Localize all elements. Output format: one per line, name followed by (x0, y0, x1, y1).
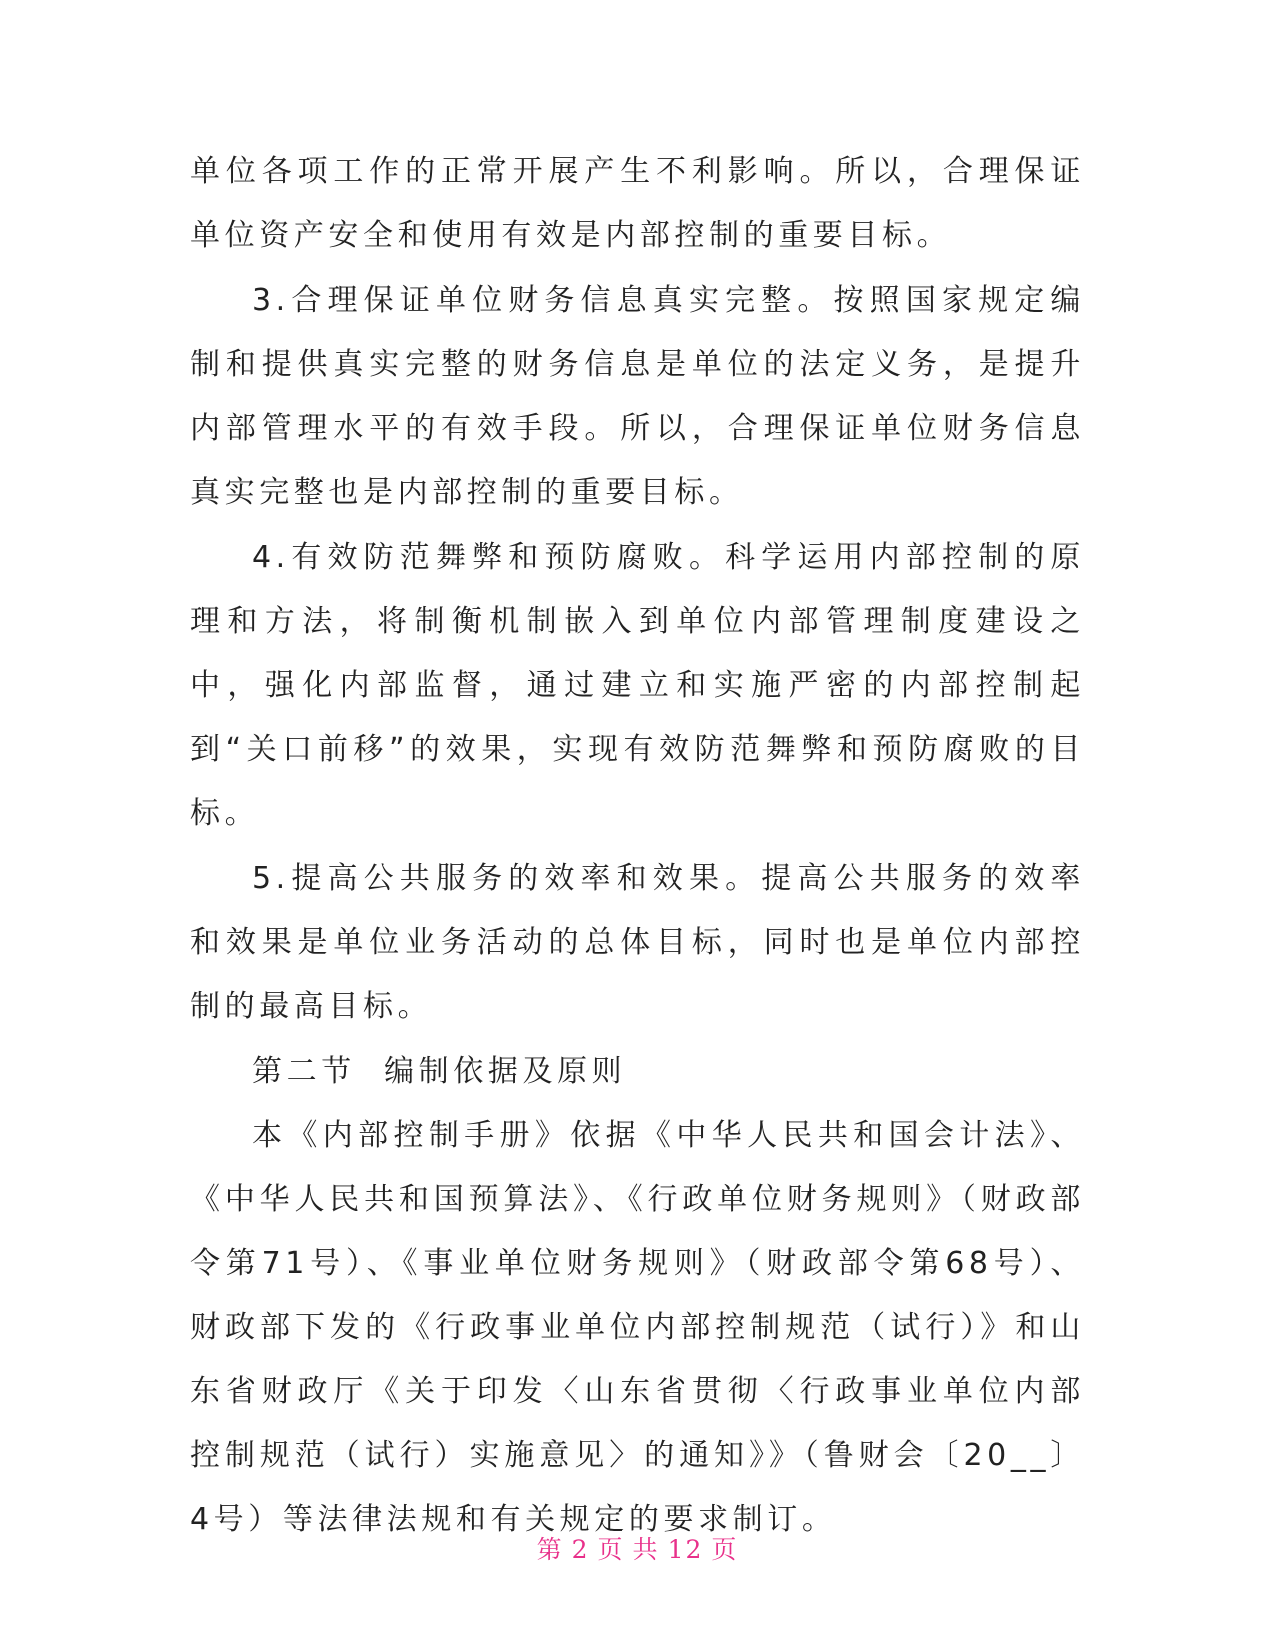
paragraph-public-service: 5.提高公共服务的效率和效果。提高公共服务的效率和效果是单位业务活动的总体目标，同时也是单位内部控制的最高目标。 (190, 861, 1085, 1024)
footer-total-pages: 12 (667, 1535, 704, 1564)
document-body (190, 140, 1085, 1553)
section-heading: 第二节 编制依据及原则 (252, 1054, 627, 1089)
footer-page-word: 页 (597, 1535, 625, 1564)
footer-suffix: 页 (711, 1535, 739, 1564)
footer-current-page: 2 (571, 1535, 590, 1564)
paragraph-financial-info: 3.合理保证单位财务信息真实完整。按照国家规定编制和提供真实完整的财务信息是单位的法定义务，是提升内部管理水平的有效手段。所以，合理保证单位财务信息真实完整也是内部控制的重要目标。 (190, 283, 1085, 510)
page-footer (0, 1530, 1275, 1566)
paragraph-asset-safety-continued: 单位各项工作的正常开展产生不利影响。所以，合理保证单位资产安全和使用有效是内部控制的重要目标。 (190, 154, 1085, 253)
footer-prefix: 第 (536, 1535, 564, 1564)
paragraph-anti-fraud: 4.有效防范舞弊和预防腐败。科学运用内部控制的原理和方法，将制衡机制嵌入到单位内部管理制度建设之中，强化内部监督，通过建立和实施严密的内部控制起到“关口前移”的效果，实现有效防范舞弊和预防腐败的目标。 (190, 540, 1085, 831)
footer-total-word: 共 (632, 1535, 660, 1564)
paragraph-compilation-basis: 本《内部控制手册》依据《中华人民共和国会计法》、《中华人民共和国预算法》、《行政单位财务规则》（财政部令第71号）、《事业单位财务规则》（财政部令第68号）、财政部下发的《行政事业单位内部控制规范（试行）》和山东省财政厅《关于印发〈山东省贯彻〈行政事业单位内部控制规范（试行）实施意见〉的通知》》（鲁财会〔20__〕4号）等法律法规和有关规定的要求制订。 (190, 1118, 1085, 1537)
